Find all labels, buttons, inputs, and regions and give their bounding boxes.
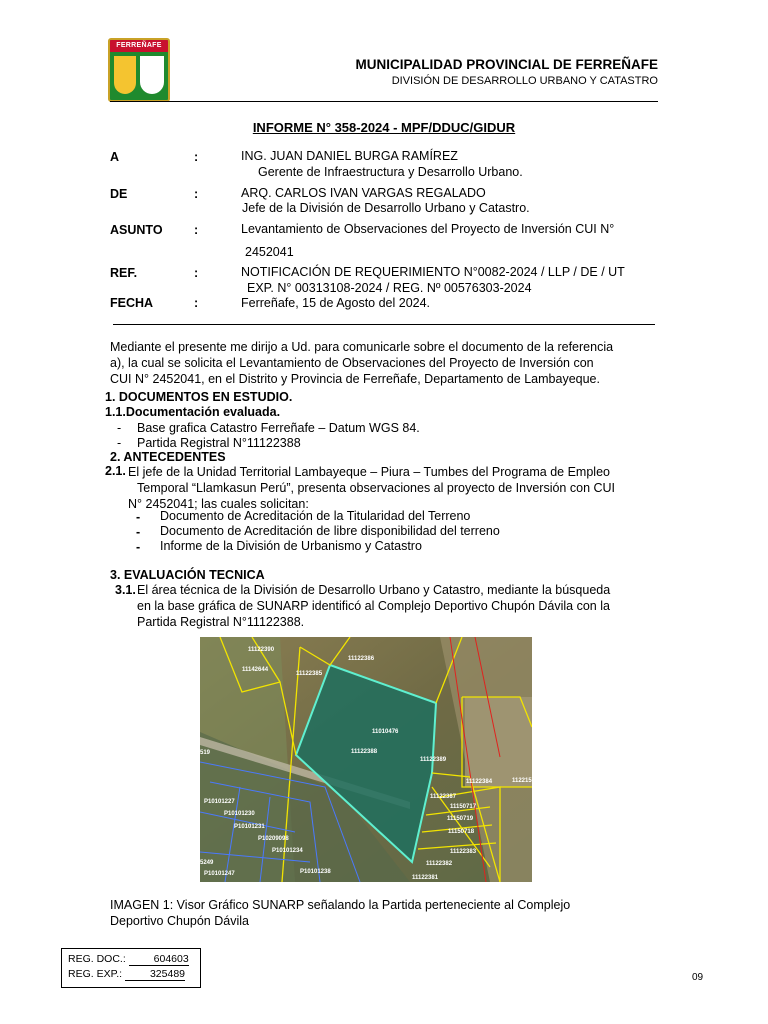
list-item: Partida Registral N°11122388 [137, 436, 301, 450]
sunarp-map-image [200, 637, 532, 882]
reg-exp-label: REG. EXP.: [68, 968, 123, 980]
list-item: Informe de la División de Urbanismo y Catastro [160, 539, 422, 553]
to-label: A [110, 150, 120, 164]
intro-paragraph [110, 339, 657, 387]
bullet-dash: - [136, 540, 141, 554]
registration-box [61, 948, 201, 988]
colon: : [194, 223, 199, 237]
logo-wheat-icon [114, 56, 136, 94]
parcel-label: 11122385 [296, 671, 323, 677]
parcel-label: P10209098 [258, 836, 289, 842]
from-name: ARQ. CARLOS IVAN VARGAS REGALADO [241, 186, 486, 200]
parcel-label: 11010476 [372, 729, 399, 735]
header-divider [110, 101, 658, 102]
colon: : [194, 187, 199, 201]
parcel-label: 519 [200, 750, 211, 756]
reg-doc-value: 604603 [129, 953, 189, 966]
parcel-label: 11122384 [466, 779, 493, 785]
parcel-label: 11150718 [448, 829, 475, 835]
logo-keys-icon [140, 56, 164, 94]
institution-name: MUNICIPALIDAD PROVINCIAL DE FERREÑAFE [355, 57, 658, 72]
parcel-label: P10101230 [224, 811, 255, 817]
text-line: N° 2452041; las cuales solicitan: [128, 497, 309, 511]
from-label: DE [110, 187, 128, 201]
page-number: 09 [692, 972, 704, 983]
parcel-label: P10101234 [272, 848, 303, 854]
to-name: ING. JUAN DANIEL BURGA RAMÍREZ [241, 149, 458, 163]
parcel-label: 112215 [512, 778, 532, 784]
text-line: Partida Registral N°11122388. [137, 615, 305, 629]
list-item: Documento de Acreditación de libre disponibilidad del terreno [160, 524, 500, 538]
parcel-label: 11122390 [248, 647, 275, 653]
subject-line: Levantamiento de Observaciones del Proyecto de Inversión CUI N° [241, 222, 615, 236]
list-item: Documento de Acreditación de la Titularidad del Terreno [160, 509, 471, 523]
text-line: El área técnica de la División de Desarrollo Urbano y Catastro, mediante la búsqueda [137, 583, 611, 597]
section-1-1-heading: 1.1.Documentación evaluada. [105, 405, 281, 419]
report-title: INFORME N° 358-2024 - MPF/DDUC/GIDUR [252, 120, 516, 135]
list-item: Base grafica Catastro Ferreñafe – Datum WGS 84. [137, 421, 420, 435]
caption-line: Deportivo Chupón Dávila [110, 914, 249, 928]
subject-label: ASUNTO [110, 223, 163, 237]
parcel-label: 11150717 [450, 804, 477, 810]
to-role: Gerente de Infraestructura y Desarrollo Urbano. [258, 165, 523, 179]
reg-doc-label: REG. DOC.: [68, 953, 126, 965]
caption-line: IMAGEN 1: Visor Gráfico SUNARP señalando la Partida perteneciente al Complejo [110, 898, 571, 912]
section-3-1-text [137, 582, 657, 630]
parcel-label: 11142644 [242, 667, 269, 673]
intro-line: a), la cual se solicita el Levantamiento de Observaciones del Proyecto de Inversión con [110, 356, 594, 370]
parcel-label: P10101247 [204, 871, 235, 877]
text-line: El jefe de la Unidad Territorial Lambayeque – Piura – Tumbes del Programa de Empleo [128, 465, 610, 479]
bullet-dash: - [117, 421, 122, 435]
parcel-label: P10101227 [204, 799, 235, 805]
subject-line: 2452041 [245, 245, 294, 259]
section-1-heading: 1. DOCUMENTOS EN ESTUDIO. [105, 390, 293, 404]
ref-line: EXP. N° 00313108-2024 / REG. Nº 00576303-2024 [247, 281, 532, 295]
section-2-1-text [128, 464, 657, 512]
section-2-heading: 2. ANTECEDENTES [110, 450, 226, 464]
reg-exp-value: 325489 [125, 968, 185, 981]
bullet-dash: - [117, 436, 122, 450]
intro-line: CUI N° 2452041, en el Distrito y Provincia de Ferreñafe, Departamento de Lambayeque. [110, 372, 600, 386]
parcel-label: P10101231 [234, 824, 265, 830]
parcel-label: 11122387 [430, 794, 457, 800]
parcel-label: P10101238 [300, 869, 331, 875]
colon: : [194, 266, 199, 280]
municipal-logo [108, 38, 170, 102]
logo-text: FERREÑAFE [110, 40, 168, 52]
colon: : [194, 150, 199, 164]
parcel-label: 11122383 [450, 849, 477, 855]
section-2-1-number: 2.1. [105, 464, 126, 478]
reg-exp-row [68, 968, 185, 981]
from-role: Jefe de la División de Desarrollo Urbano y Catastro. [242, 201, 530, 215]
intro-line: Mediante el presente me dirijo a Ud. para comunicarle sobre el documento de la referencia [110, 340, 614, 354]
parcel-label: 5249 [200, 860, 214, 866]
parcel-label: 11122389 [420, 757, 447, 763]
section-3-heading: 3. EVALUACIÓN TECNICA [110, 568, 265, 582]
bullet-dash: - [136, 510, 141, 524]
ref-line: NOTIFICACIÓN DE REQUERIMIENTO N°0082-2024 / LLP / DE / UT [241, 265, 625, 279]
date-value: Ferreñafe, 15 de Agosto del 2024. [241, 296, 431, 310]
division-name: DIVISIÓN DE DESARROLLO URBANO Y CATASTRO [391, 75, 658, 87]
text-line: Temporal “Llamkasun Perú”, presenta observaciones al proyecto de Inversión con CUI [137, 481, 616, 495]
image-caption [110, 897, 657, 929]
parcel-label: 11150719 [447, 816, 474, 822]
reg-doc-row [68, 953, 189, 966]
text-line: en la base gráfica de SUNARP identificó al Complejo Deportivo Chupón Dávila con la [137, 599, 610, 613]
parcel-label: 11122381 [412, 875, 439, 881]
parcel-label: 11122382 [426, 861, 453, 867]
colon: : [194, 296, 199, 310]
address-divider [113, 324, 655, 325]
date-label: FECHA [110, 296, 154, 310]
section-3-1-number: 3.1. [115, 583, 136, 597]
parcel-label: 11122388 [351, 749, 378, 755]
parcel-label: 11122386 [348, 656, 375, 662]
map-urban-area [465, 697, 532, 787]
bullet-dash: - [136, 525, 141, 539]
map-svg [200, 637, 532, 882]
ref-label: REF. [110, 266, 138, 280]
